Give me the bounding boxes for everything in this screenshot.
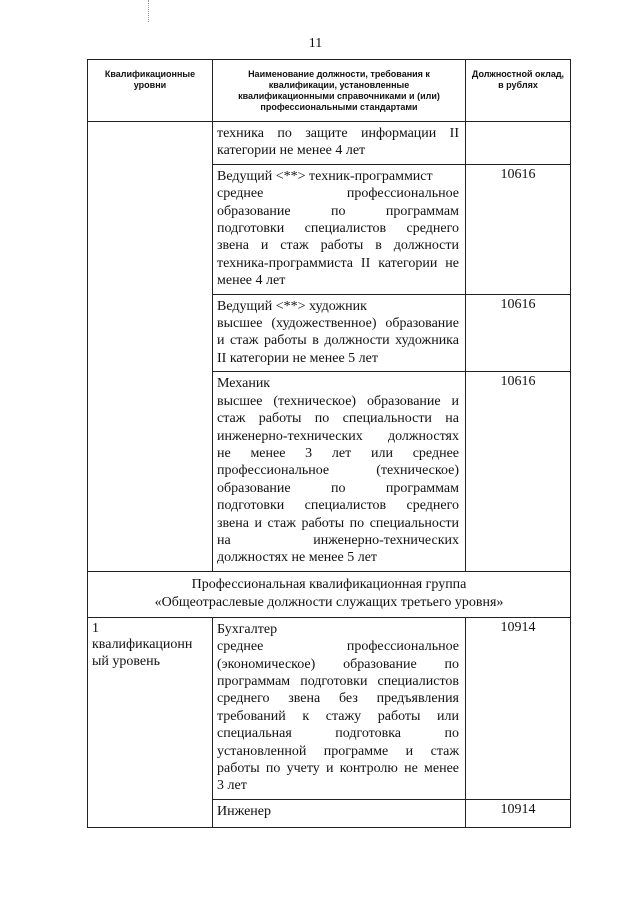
description-line: категории не менее 4 лет xyxy=(217,143,366,159)
description-line: Инженер xyxy=(217,803,272,819)
table-row xyxy=(88,122,571,165)
position-description xyxy=(213,164,466,294)
position-description xyxy=(213,799,466,827)
description-line: специальная подготовка по xyxy=(217,726,459,742)
scan-speck-line xyxy=(148,0,150,22)
description-line: работы по учету и контролю не менее xyxy=(217,761,459,776)
description-line: Ведущий <**> художник xyxy=(217,298,367,314)
description-line: среднего звена без предъявления xyxy=(217,691,459,707)
table-row xyxy=(88,617,571,799)
description-line: звена и стаж работы в должности xyxy=(217,238,459,254)
position-description xyxy=(213,294,466,372)
description-line: среднее профессиональное xyxy=(217,639,459,655)
description-line: Ведущий <**> техник-программист xyxy=(217,168,433,184)
level-label: ый уровень xyxy=(92,653,161,669)
description-line: звена и стаж работы по специальности xyxy=(217,515,459,531)
description-line: Механик xyxy=(217,376,271,392)
description-line: техника-программиста II категории не xyxy=(217,255,459,271)
description-line: подготовки специалистов среднего xyxy=(217,221,459,237)
description-line: стаж работы по специальности на xyxy=(217,411,459,427)
header-qualification-levels: Квалификационные уровни xyxy=(88,60,213,122)
description-line: должностях не менее 5 лет xyxy=(217,550,378,566)
description-line: 3 лет xyxy=(217,778,247,794)
salary-cell: 10616 xyxy=(466,372,571,571)
description-line: программам подготовки специалистов xyxy=(217,673,459,689)
description-line: (экономическое) образование по xyxy=(217,656,459,672)
salary-cell: 10616 xyxy=(466,294,571,372)
description-line: высшее (художественное) образование xyxy=(217,316,459,332)
salary-cell: 10914 xyxy=(466,799,571,827)
description-line: Бухгалтер xyxy=(217,621,278,637)
qualification-level-cell xyxy=(88,617,213,827)
description-line: и стаж работы в должности художника xyxy=(217,333,459,349)
description-line: II категории не менее 5 лет xyxy=(217,350,378,366)
group-heading-line: Профессиональная квалификационная группа xyxy=(191,576,467,592)
group-heading xyxy=(88,571,571,617)
description-line: техника по защите информации II xyxy=(217,126,459,141)
salary-cell: 10914 xyxy=(466,617,571,799)
level-label: квалификационн xyxy=(92,637,193,653)
position-description xyxy=(213,122,466,165)
description-line: менее 4 лет xyxy=(217,273,286,289)
salary-cell: 10616 xyxy=(466,164,571,294)
description-line: требований к стажу работы или xyxy=(217,708,459,724)
description-line: среднее профессиональное xyxy=(217,186,459,202)
salary-table xyxy=(87,59,571,828)
description-line: инженерно-технических должностях xyxy=(217,428,459,444)
description-line: установленной программе и стаж xyxy=(217,743,459,759)
position-description xyxy=(213,372,466,571)
salary-cell xyxy=(466,122,571,165)
header-position-requirements: Наименование должности, требования к квалификации, установленные квалификационными справочниками и (или) профессиональными стандартами xyxy=(213,60,466,122)
group-heading-row xyxy=(88,571,571,617)
header-salary: Должностной оклад, в рублях xyxy=(466,60,571,122)
description-line: подготовки специалистов среднего xyxy=(217,498,459,514)
description-line: на инженерно-технических xyxy=(217,532,459,548)
level-number: 1 xyxy=(92,620,99,636)
description-line: образование по программам xyxy=(217,480,459,496)
group-heading-line: «Общеотраслевые должности служащих третьего уровня» xyxy=(154,595,504,611)
description-line: высшее (техническое) образование и xyxy=(217,393,459,409)
position-description xyxy=(213,617,466,799)
page-number: 11 xyxy=(308,36,323,51)
level-cell-empty xyxy=(88,122,213,572)
table-header-row xyxy=(88,60,571,122)
description-line: не менее 3 лет или среднее xyxy=(217,445,459,461)
description-line: образование по программам xyxy=(217,203,459,219)
description-line: профессиональное (техническое) xyxy=(217,463,459,479)
